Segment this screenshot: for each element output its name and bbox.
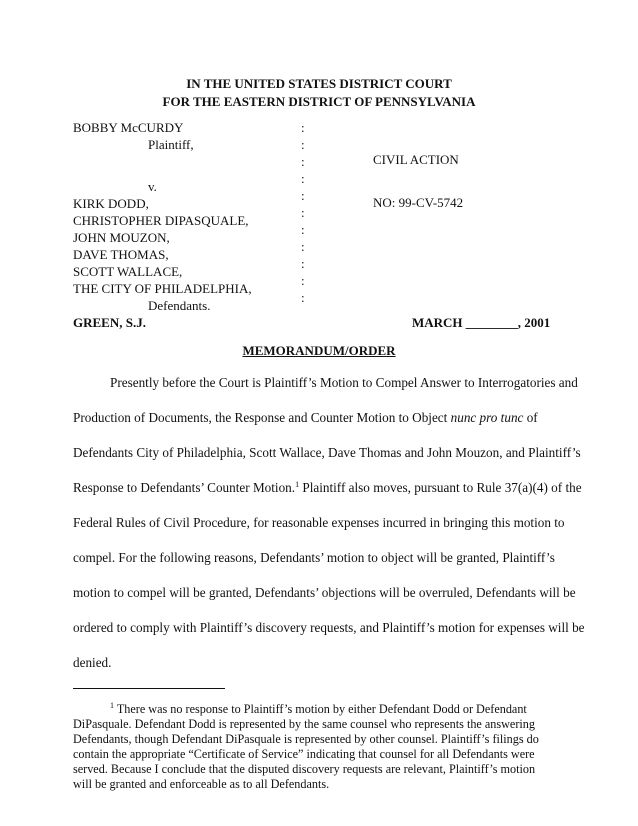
footnote-text: There was no response to Plaintiff’s motion by either Defendant Dodd or Defendant bbox=[114, 702, 527, 716]
footnote-line: contain the appropriate “Certificate of Service” indicating that counsel for all Defendants were bbox=[73, 747, 535, 761]
defendants-role: Defendants. bbox=[148, 298, 211, 313]
order-date: MARCH ________, 2001 bbox=[412, 315, 551, 330]
memorandum-heading: MEMORANDUM/ORDER bbox=[242, 343, 396, 358]
caption-colon: : bbox=[301, 205, 305, 220]
court-name-line-2: FOR THE EASTERN DISTRICT OF PENNSYLVANIA bbox=[162, 94, 476, 109]
body-line: denied. bbox=[73, 655, 112, 670]
footnote-ref[interactable]: 1 bbox=[295, 480, 300, 489]
defendant-name: JOHN MOUZON, bbox=[73, 230, 170, 245]
footnote-line: served. Because I conclude that the disputed discovery requests are relevant, Plaintiff’s motion bbox=[73, 762, 536, 776]
footnote-marker: 1 bbox=[110, 701, 114, 710]
court-name-line-1: IN THE UNITED STATES DISTRICT COURT bbox=[186, 76, 452, 91]
body-text: Plaintiff also moves, pursuant to Rule 37(a)(4) of the bbox=[299, 480, 582, 495]
footnote-line: Defendants, though Defendant DiPasquale is represented by other counsel. Plaintiff’s filings do bbox=[73, 732, 539, 746]
footnote-line: will be granted and enforceable as to all Defendants. bbox=[73, 777, 330, 791]
body-text: of bbox=[523, 410, 538, 425]
latin-phrase: nunc pro tunc bbox=[450, 410, 524, 425]
body-line: Defendants City of Philadelphia, Scott Wallace, Dave Thomas and John Mouzon, and Plaintiff’s bbox=[73, 445, 581, 460]
versus-label: v. bbox=[148, 179, 157, 194]
body-text: Response to Defendants’ Counter Motion. bbox=[73, 480, 296, 495]
defendant-name: THE CITY OF PHILADELPHIA, bbox=[73, 281, 252, 296]
caption-colon: : bbox=[301, 273, 305, 288]
body-line bbox=[73, 480, 582, 496]
caption-colon: : bbox=[301, 171, 305, 186]
defendant-name: CHRISTOPHER DIPASQUALE, bbox=[73, 213, 249, 228]
body-line: Federal Rules of Civil Procedure, for reasonable expenses incurred in bringing this motion to bbox=[73, 515, 565, 530]
defendant-name: KIRK DODD, bbox=[73, 196, 149, 211]
defendant-name: DAVE THOMAS, bbox=[73, 247, 169, 262]
caption-colon: : bbox=[301, 137, 305, 152]
caption-colon: : bbox=[301, 290, 305, 305]
civil-action-label: CIVIL ACTION bbox=[373, 152, 459, 167]
footnote-line bbox=[110, 702, 610, 717]
defendant-name: SCOTT WALLACE, bbox=[73, 264, 183, 279]
body-line bbox=[73, 410, 538, 426]
caption-colon: : bbox=[301, 222, 305, 237]
body-text: Production of Documents, the Response and Counter Motion to Object bbox=[73, 410, 451, 425]
footnote-separator bbox=[73, 688, 225, 689]
plaintiff-name: BOBBY McCURDY bbox=[73, 120, 184, 135]
caption-colon: : bbox=[301, 154, 305, 169]
caption-colon: : bbox=[301, 188, 305, 203]
judge-name: GREEN, S.J. bbox=[73, 315, 146, 330]
body-line: Presently before the Court is Plaintiff’s Motion to Compel Answer to Interrogatories and bbox=[110, 375, 578, 390]
body-line: motion to compel will be granted, Defendants’ objections will be overruled, Defendants will be bbox=[73, 585, 576, 600]
body-line: compel. For the following reasons, Defendants’ motion to object will be granted, Plaintiff’s bbox=[73, 550, 555, 565]
caption-colon: : bbox=[301, 256, 305, 271]
case-number: NO: 99-CV-5742 bbox=[373, 195, 464, 210]
footnote-line: DiPasquale. Defendant Dodd is represented by the same counsel who represents the answering bbox=[73, 717, 535, 731]
body-line: ordered to comply with Plaintiff’s discovery requests, and Plaintiff’s motion for expenses will be bbox=[73, 620, 585, 635]
caption-colon: : bbox=[301, 239, 305, 254]
plaintiff-role: Plaintiff, bbox=[148, 137, 194, 152]
caption-colon: : bbox=[301, 120, 305, 135]
